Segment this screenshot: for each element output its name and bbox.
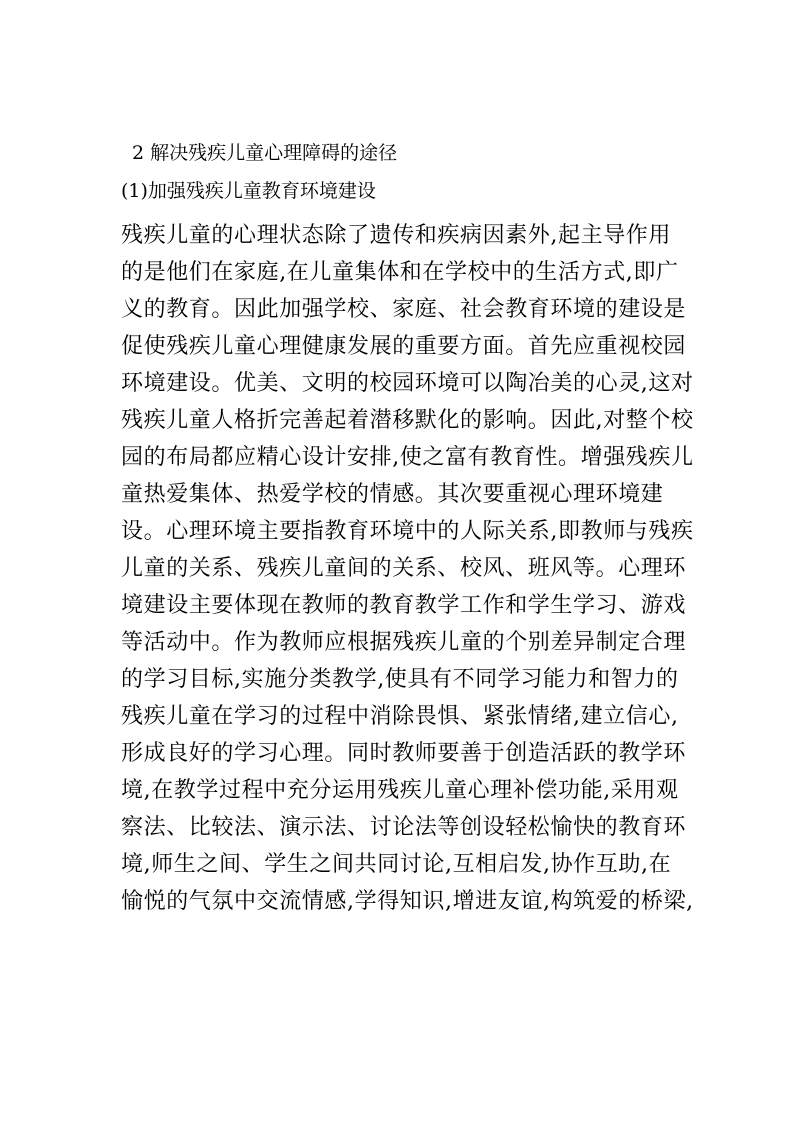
body-line-2: 的是他们在家庭,在儿童集体和在学校中的生活方式,即广 [121, 260, 679, 285]
body-line-10: 儿童的关系、残疾儿童间的关系、校风、班风等。心理环 [121, 556, 687, 581]
body-line-3: 义的教育。因此加强学校、家庭、社会教育环境的建设是 [121, 297, 687, 322]
body-line-1: 残疾儿童的心理状态除了遗传和疾病因素外,起主导作用 [121, 223, 671, 248]
body-line-14: 残疾儿童在学习的过程中消除畏惧、紧张情绪,建立信心, [121, 704, 679, 729]
section-heading: 2 解决残疾儿童心理障碍的途径 [132, 142, 398, 164]
body-line-5: 环境建设。优美、文明的校园环境可以陶冶美的心灵,这对 [121, 371, 694, 396]
body-line-15: 形成良好的学习心理。同时教师要善于创造活跃的教学环 [121, 741, 687, 766]
body-line-17: 察法、比较法、演示法、讨论法等创设轻松愉快的教育环 [121, 815, 687, 840]
body-line-12: 等活动中。作为教师应根据残疾儿童的个别差异制定合理 [121, 630, 687, 655]
body-line-9: 设。心理环境主要指教育环境中的人际关系,即教师与残疾 [121, 519, 694, 544]
body-line-16: 境,在教学过程中充分运用残疾儿童心理补偿功能,采用观 [121, 778, 679, 803]
body-line-6: 残疾儿童人格折完善起着潜移默化的影响。因此,对整个校 [121, 408, 694, 433]
body-line-8: 童热爱集体、热爱学校的情感。其次要重视心理环境建 [121, 482, 664, 507]
body-line-19: 愉悦的气氛中交流情感,学得知识,增进友谊,构筑爱的桥梁, [121, 889, 694, 914]
body-line-18: 境,师生之间、学生之间共同讨论,互相启发,协作互助,在 [121, 852, 672, 877]
body-line-11: 境建设主要体现在教师的教育教学工作和学生学习、游戏 [121, 593, 687, 618]
body-line-4: 促使残疾儿童心理健康发展的重要方面。首先应重视校园 [121, 334, 687, 359]
subsection-heading: (1)加强残疾儿童教育环境建设 [121, 180, 376, 202]
body-line-7: 园的布局都应精心设计安排,使之富有教育性。增强残疾儿 [121, 445, 694, 470]
body-line-13: 的学习目标,实施分类教学,使具有不同学习能力和智力的 [121, 667, 679, 692]
